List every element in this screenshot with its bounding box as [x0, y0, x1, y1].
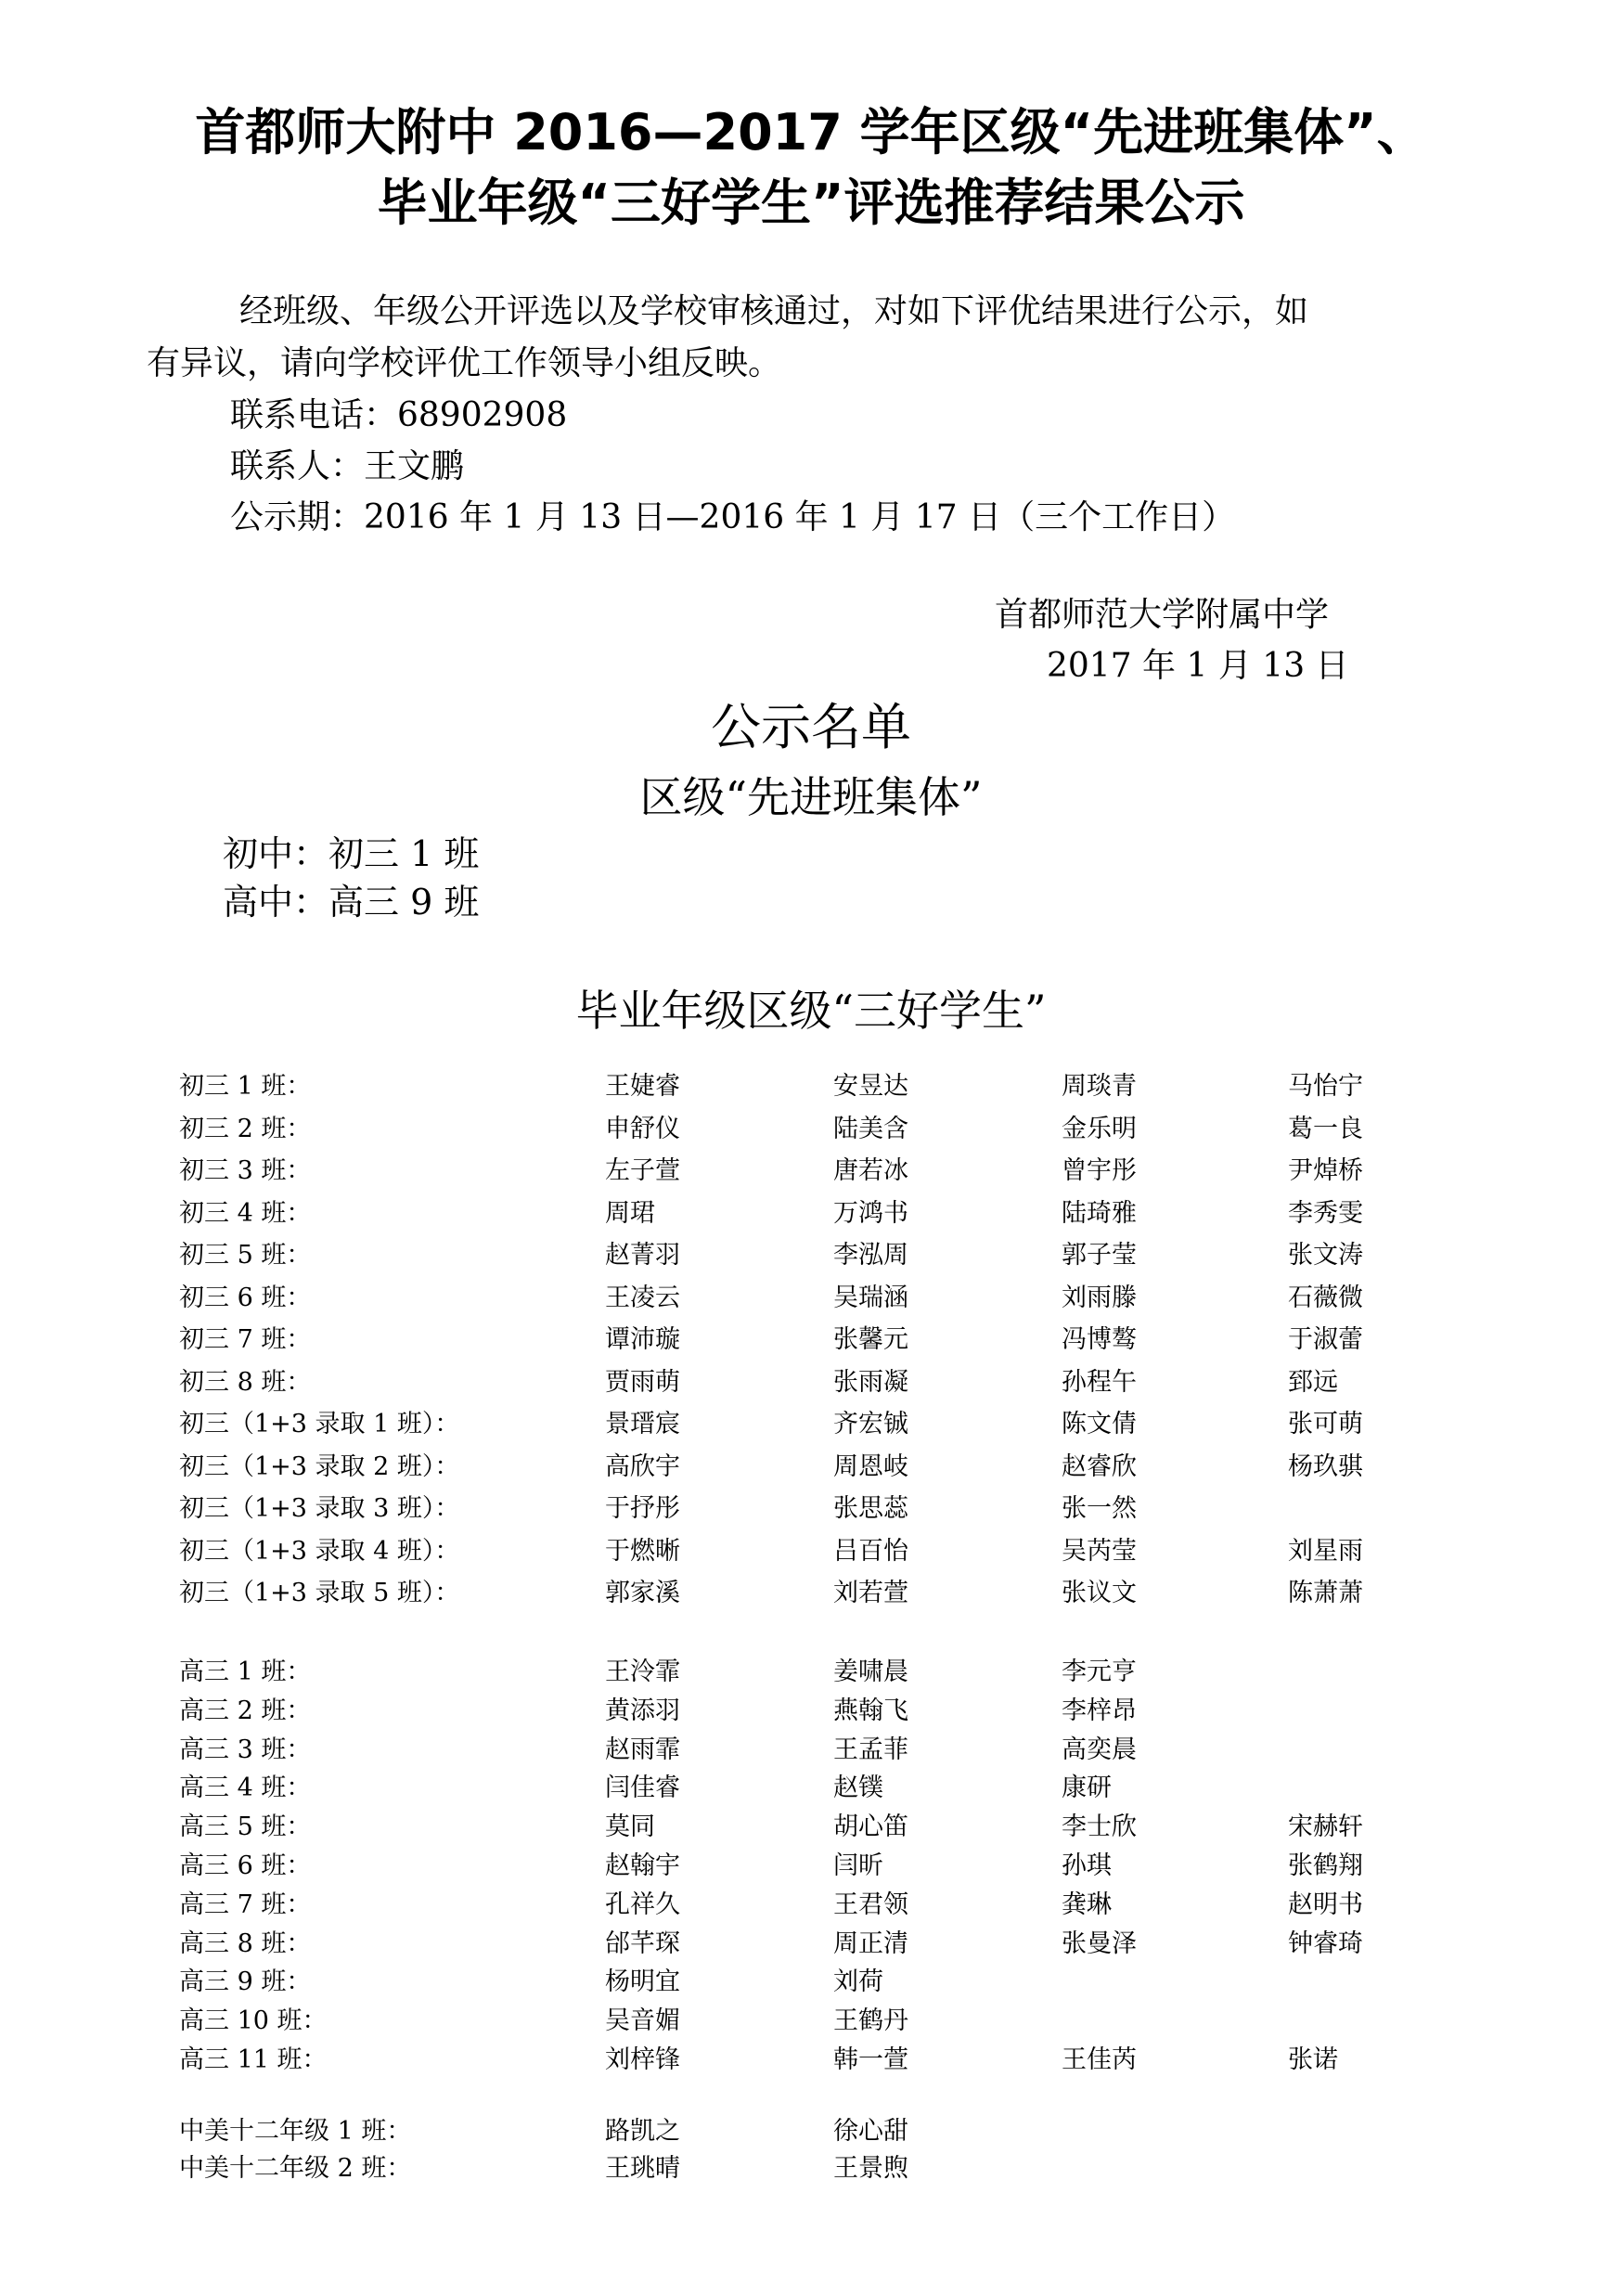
table-row — [0, 1281, 1622, 1316]
class-label: 高三 7 班： — [179, 1890, 312, 1919]
student-name: 郅远 — [1288, 1367, 1338, 1397]
student-name: 石薇微 — [1288, 1283, 1363, 1312]
student-name: 郭家溪 — [605, 1579, 680, 1607]
student-name: 葛一良 — [1288, 1114, 1363, 1143]
table-row — [0, 1576, 1622, 1611]
student-name: 王鹤丹 — [833, 2006, 908, 2036]
student-name: 申舒仪 — [605, 1114, 680, 1143]
student-name: 尹焯桥 — [1288, 1156, 1363, 1185]
table-row — [0, 1196, 1622, 1232]
student-name: 赵明书 — [1288, 1890, 1363, 1919]
class-label: 高三 9 班： — [179, 1967, 312, 1997]
student-name: 张可萌 — [1288, 1410, 1363, 1438]
student-name: 杨玖骐 — [1288, 1451, 1363, 1481]
student-name: 李元亨 — [1062, 1658, 1137, 1686]
student-name: 高奕晨 — [1062, 1735, 1137, 1764]
table-row — [0, 1450, 1622, 1485]
student-name: 邰芊琛 — [605, 1928, 680, 1958]
table-row — [0, 1491, 1622, 1527]
student-name: 周恩岐 — [833, 1451, 908, 1481]
table-row — [0, 1322, 1622, 1358]
table-row — [0, 1365, 1622, 1400]
class-label: 初三（1+3 录取 5 班）： — [179, 1579, 460, 1607]
student-name: 王婕睿 — [605, 1072, 680, 1101]
table-row — [0, 1694, 1622, 1729]
contact-phone: 联系电话：68902908 — [230, 396, 568, 434]
student-name: 陈文倩 — [1062, 1410, 1137, 1438]
student-name: 景瑨宸 — [605, 1410, 680, 1438]
class-label: 中美十二年级 2 班： — [179, 2154, 412, 2183]
title-line-2: 毕业年级“三好学生”评选推荐结果公示 — [377, 174, 1245, 232]
class-label: 初三 3 班： — [179, 1156, 312, 1185]
student-name: 陆琦雅 — [1062, 1198, 1137, 1228]
student-name: 金乐明 — [1062, 1114, 1137, 1143]
student-name: 张曼泽 — [1062, 1928, 1137, 1958]
student-name: 赵镤 — [833, 1774, 883, 1803]
table-row — [0, 1733, 1622, 1768]
student-name: 吕百怡 — [833, 1536, 908, 1566]
table-row — [0, 2004, 1622, 2039]
table-row — [0, 1154, 1622, 1189]
intro-line-1: 经班级、年级公开评选以及学校审核通过，对如下评优结果进行公示，如 — [239, 292, 1309, 330]
student-name: 张诺 — [1288, 2045, 1338, 2074]
table-row — [0, 1771, 1622, 1806]
student-name: 贾雨萌 — [605, 1367, 680, 1397]
student-name: 于淑蕾 — [1288, 1325, 1363, 1354]
student-name: 刘雨滕 — [1062, 1283, 1137, 1312]
class-label: 高三 4 班： — [179, 1774, 312, 1803]
table-row — [0, 1888, 1622, 1923]
student-name: 李秀雯 — [1288, 1198, 1363, 1228]
table-row — [0, 1849, 1622, 1884]
collective-junior: 初中：初三 1 班 — [223, 833, 480, 874]
student-name: 龚琳 — [1062, 1890, 1112, 1919]
list-title: 公示名单 — [711, 698, 911, 756]
class-label: 初三 7 班： — [179, 1325, 312, 1354]
class-label: 高三 6 班： — [179, 1851, 312, 1880]
student-name: 赵雨霏 — [605, 1735, 680, 1764]
table-row — [0, 1965, 1622, 2000]
student-name: 吴芮莹 — [1062, 1536, 1137, 1566]
student-name: 于抒彤 — [605, 1494, 680, 1523]
class-label: 高三 5 班： — [179, 1812, 312, 1842]
contact-person: 联系人：王文鹏 — [230, 447, 465, 485]
signature-org: 首都师范大学附属中学 — [995, 596, 1330, 634]
notice-period: 公示期：2016 年 1 月 13 日—2016 年 1 月 17 日（三个工作日） — [230, 498, 1236, 536]
student-name: 刘若萱 — [833, 1579, 908, 1607]
class-label: 初三 6 班： — [179, 1283, 312, 1312]
student-name: 李梓昂 — [1062, 1696, 1137, 1725]
table-row — [0, 1112, 1622, 1147]
student-name: 燕翰飞 — [833, 1696, 908, 1725]
student-name: 张文涛 — [1288, 1241, 1363, 1270]
student-name: 谭沛璇 — [605, 1325, 680, 1354]
student-name: 张馨元 — [833, 1325, 908, 1354]
student-name: 张一然 — [1062, 1494, 1137, 1523]
student-name: 王凌云 — [605, 1283, 680, 1312]
class-label: 初三 4 班： — [179, 1198, 312, 1228]
signature-date: 2017 年 1 月 13 日 — [1047, 647, 1349, 685]
table-row — [0, 1810, 1622, 1845]
student-name: 闫昕 — [833, 1851, 883, 1880]
student-name: 赵菁羽 — [605, 1241, 680, 1270]
student-name: 王孟菲 — [833, 1735, 908, 1764]
student-name: 于燃晰 — [605, 1536, 680, 1566]
student-name: 康研 — [1062, 1774, 1112, 1803]
student-name: 安昱达 — [833, 1072, 908, 1101]
student-name: 高欣宇 — [605, 1451, 680, 1481]
class-label: 初三（1+3 录取 1 班）： — [179, 1410, 460, 1438]
student-name: 吴瑞涵 — [833, 1283, 908, 1312]
student-name: 张思蕊 — [833, 1494, 908, 1523]
student-name: 王景煦 — [833, 2154, 908, 2183]
table-row — [0, 2043, 1622, 2078]
student-name: 闫佳睿 — [605, 1774, 680, 1803]
student-name: 孙程午 — [1062, 1367, 1137, 1397]
table-row — [0, 1407, 1622, 1442]
class-label: 高三 8 班： — [179, 1928, 312, 1958]
student-name: 齐宏铖 — [833, 1410, 908, 1438]
student-name: 陆美含 — [833, 1114, 908, 1143]
student-name: 刘荷 — [833, 1967, 883, 1997]
student-name: 王君领 — [833, 1890, 908, 1919]
class-label: 高三 11 班： — [179, 2045, 328, 2074]
class-label: 高三 3 班： — [179, 1735, 312, 1764]
student-name: 张议文 — [1062, 1579, 1137, 1607]
student-name: 唐若冰 — [833, 1156, 908, 1185]
student-name: 路凯之 — [605, 2117, 680, 2146]
student-name: 冯博骜 — [1062, 1325, 1137, 1354]
class-label: 初三（1+3 录取 4 班）： — [179, 1536, 460, 1566]
table-row — [0, 1655, 1622, 1690]
student-name: 万鸿书 — [833, 1198, 908, 1228]
student-name: 曾宇彤 — [1062, 1156, 1137, 1185]
student-name: 赵睿欣 — [1062, 1451, 1137, 1481]
student-name: 姜啸晨 — [833, 1658, 908, 1686]
table-row — [0, 2151, 1622, 2186]
class-label: 初三 2 班： — [179, 1114, 312, 1143]
student-name: 刘梓锋 — [605, 2045, 680, 2074]
student-name: 李泓周 — [833, 1241, 908, 1270]
student-name: 王佳芮 — [1062, 2045, 1137, 2074]
table-row — [0, 2114, 1622, 2149]
intro-line-2: 有异议，请向学校评优工作领导小组反映。 — [147, 344, 782, 382]
student-name: 宋赫轩 — [1288, 1812, 1363, 1842]
class-label: 高三 2 班： — [179, 1696, 312, 1725]
student-name: 钟睿琦 — [1288, 1928, 1363, 1958]
students-title: 毕业年级区级“三好学生” — [575, 986, 1047, 1036]
student-name: 王珧晴 — [605, 2154, 680, 2183]
class-label: 初三（1+3 录取 3 班）： — [179, 1494, 460, 1523]
student-name: 孔祥久 — [605, 1890, 680, 1919]
student-name: 徐心甜 — [833, 2117, 908, 2146]
student-name: 刘星雨 — [1288, 1536, 1363, 1566]
table-row — [0, 1534, 1622, 1569]
collective-senior: 高中：高三 9 班 — [223, 882, 480, 922]
student-name: 韩一萱 — [833, 2045, 908, 2074]
student-name: 赵翰宇 — [605, 1851, 680, 1880]
collective-title: 区级“先进班集体” — [639, 772, 983, 822]
student-name: 左子萱 — [605, 1156, 680, 1185]
class-label: 高三 10 班： — [179, 2006, 328, 2036]
student-name: 孙琪 — [1062, 1851, 1112, 1880]
class-label: 初三（1+3 录取 2 班）： — [179, 1451, 460, 1481]
student-name: 张雨凝 — [833, 1367, 908, 1397]
table-row — [0, 1069, 1622, 1104]
student-name: 莫同 — [605, 1812, 655, 1842]
student-name: 王泠霏 — [605, 1658, 680, 1686]
student-name: 马怡宁 — [1288, 1072, 1363, 1101]
student-name: 吴音媚 — [605, 2006, 680, 2036]
student-name: 周正清 — [833, 1928, 908, 1958]
student-name: 李士欣 — [1062, 1812, 1137, 1842]
student-name: 陈萧萧 — [1288, 1579, 1363, 1607]
student-name: 杨明宜 — [605, 1967, 680, 1997]
class-label: 高三 1 班： — [179, 1658, 312, 1686]
table-row — [0, 1238, 1622, 1273]
table-row — [0, 1927, 1622, 1962]
student-name: 周珺 — [605, 1198, 655, 1228]
student-name: 周琰青 — [1062, 1072, 1137, 1101]
class-label: 初三 1 班： — [179, 1072, 312, 1101]
class-label: 中美十二年级 1 班： — [179, 2117, 412, 2146]
class-label: 初三 8 班： — [179, 1367, 312, 1397]
title-line-1: 首都师大附中 2016—2017 学年区级“先进班集体”、 — [195, 103, 1427, 161]
student-name: 郭子莹 — [1062, 1241, 1137, 1270]
student-name: 胡心笛 — [833, 1812, 908, 1842]
class-label: 初三 5 班： — [179, 1241, 312, 1270]
student-name: 黄添羽 — [605, 1696, 680, 1725]
student-name: 张鹤翔 — [1288, 1851, 1363, 1880]
